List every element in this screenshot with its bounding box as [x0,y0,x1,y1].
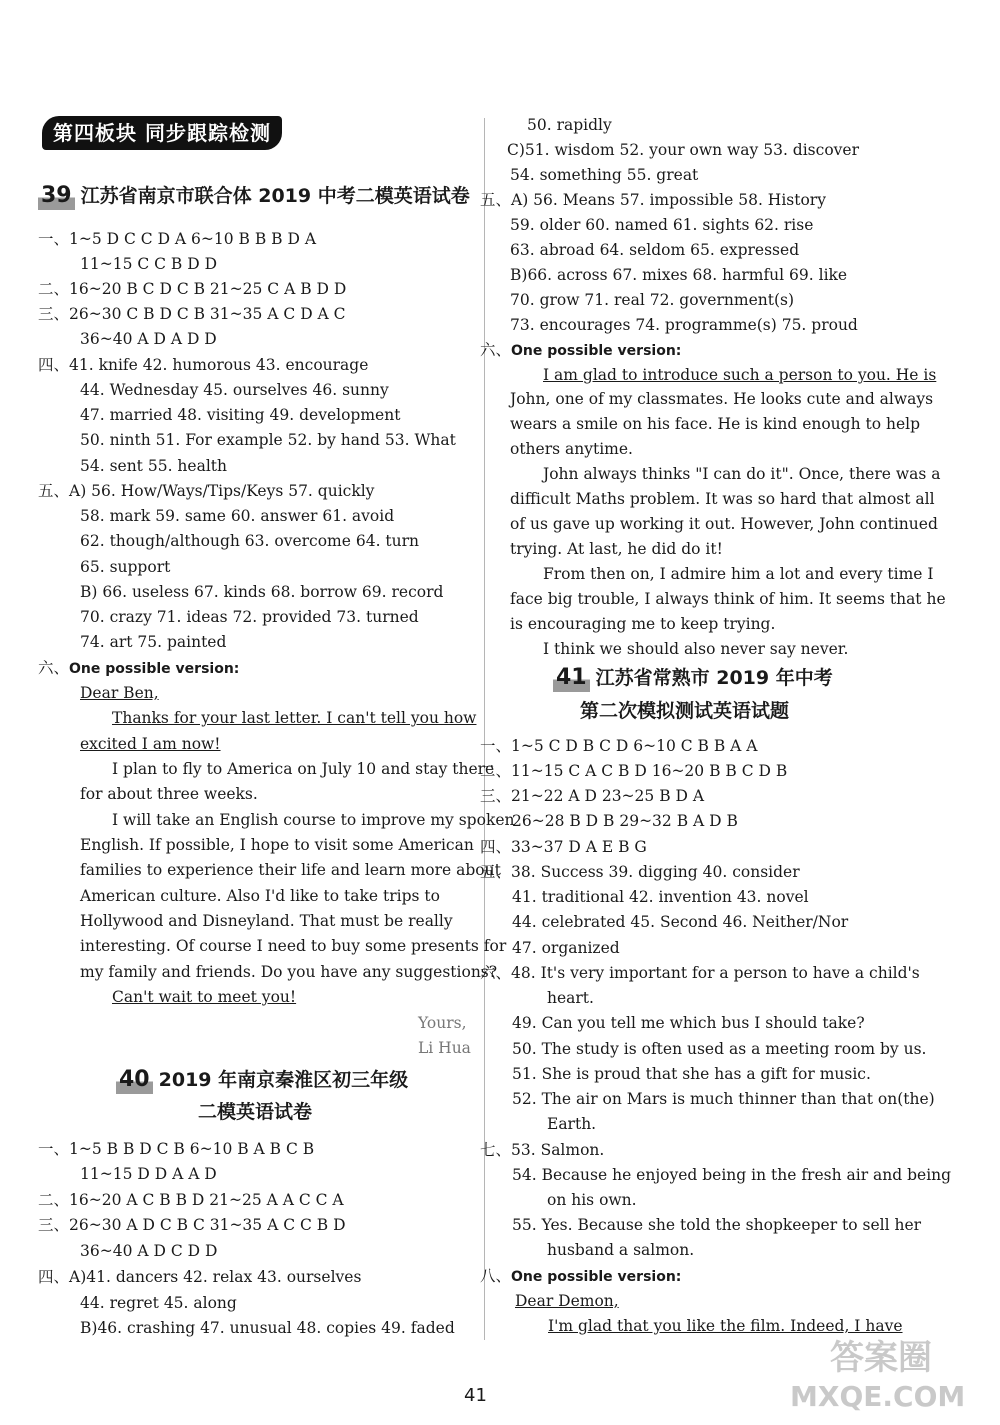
essay-line: John, one of my classmates. He looks cute and always [510,390,934,408]
answer-line: 54. Because he enjoyed being in the fresh air and being [512,1166,952,1184]
essay-line: I will take an English course to improve my spoken [112,811,515,829]
page-number: 41 [464,1385,487,1406]
answer-line: 50. rapidly [527,116,612,134]
essay-line: others anytime. [510,440,633,458]
answer-line: 36~40 A D A D D [80,330,217,348]
essay-line: I plan to fly to America on July 10 and stay there [112,760,495,778]
answer-line: C)51. wisdom 52. your own way 53. discover [507,141,859,159]
letter-greeting: Dear Ben, [80,684,159,702]
answer-line: 51. She is proud that she has a gift for music. [512,1065,871,1083]
essay-line: wears a smile on his face. He is kind enough to help [510,415,921,433]
answer-line: 七、53. Salmon. [480,1141,605,1159]
answer-line: 74. art 75. painted [80,633,227,651]
answer-line: 五、38. Success 39. digging 40. consider [480,863,800,881]
essay-label-bold: One possible version: [511,1269,682,1285]
answer-line: 52. The air on Mars is much thinner than that on(the) [512,1090,935,1108]
answer-line: 58. mark 59. same 60. answer 61. avoid [80,507,395,525]
answer-line: Earth. [547,1115,597,1133]
essay-line: for about three weeks. [80,785,258,803]
answer-line: 65. support [80,558,171,576]
section-41-subtitle: 第二次模拟测试英语试题 [580,700,790,722]
section-title: 江苏省南京市联合体 2019 中考二模英语试卷 [80,185,470,207]
essay-line: Can't wait to meet you! [112,988,297,1006]
letter-closing: Yours, [418,1014,467,1032]
section-39-heading [38,182,470,210]
essay-line: interesting. Of course I need to buy some presents for [80,937,507,955]
answer-line: 一、1~5 C D B C D 6~10 C B B A A [480,737,758,755]
answer-line: 70. grow 71. real 72. government(s) [510,291,795,309]
answer-line: 49. Can you tell me which bus I should take? [512,1014,865,1032]
answer-line: 47. organized [512,939,620,957]
essay-label: 八、One possible version: [480,1267,682,1285]
answer-line: 44. regret 45. along [80,1294,237,1312]
answer-line: 54. sent 55. health [80,457,227,475]
essay-line: John always thinks "I can do it". Once, there was a [543,465,941,483]
essay-line: face big trouble, I always think of him. It seems that he [510,590,946,608]
essay-line: I think we should also never say never. [543,640,849,658]
essay-line: trying. At last, he did do it! [510,540,723,558]
essay-line: I'm glad that you like the film. Indeed, I have [548,1317,903,1335]
answer-line: 47. married 48. visiting 49. development [80,406,401,424]
essay-line: I am glad to introduce such a person to you. He is [543,366,937,384]
answer-line: 59. older 60. named 61. sights 62. rise [510,216,814,234]
answer-line: B) 66. useless 67. kinds 68. borrow 69. record [80,583,444,601]
answer-line: 五、A) 56. How/Ways/Tips/Keys 57. quickly [38,482,375,500]
answer-line: 44. celebrated 45. Second 46. Neither/Nor [512,913,849,931]
answer-line: 三、26~30 C B D C B 31~35 A C D A C [38,305,346,323]
answer-line: 三、26~30 A D C B C 31~35 A C C B D [38,1216,346,1234]
essay-line: American culture. Also I'd like to take trips to [80,887,440,905]
answer-line: 70. crazy 71. ideas 72. provided 73. turned [80,608,419,626]
answer-line: 二、16~20 A C B B D 21~25 A A C C A [38,1191,344,1209]
essay-label-bold: One possible version: [511,343,682,359]
answer-line: 41. traditional 42. invention 43. novel [512,888,809,906]
answer-line: 63. abroad 64. seldom 65. expressed [510,241,800,259]
answer-line: 一、1~5 D C C D A 6~10 B B B D A [38,230,317,248]
essay-label: 六、One possible version: [38,659,240,677]
section-title: 2019 年南京秦淮区初三年级 [158,1069,409,1091]
section-40-subtitle: 二模英语试卷 [198,1101,313,1123]
section-title: 江苏省常熟市 2019 年中考 [595,667,833,689]
answer-line: 44. Wednesday 45. ourselves 46. sunny [80,381,389,399]
answer-line: 五、A) 56. Means 57. impossible 58. History [480,191,826,209]
section-41-heading [553,664,833,692]
answer-line: 50. ninth 51. For example 52. by hand 53. What [80,431,456,449]
answer-line: 62. though/although 63. overcome 64. turn [80,532,420,550]
watermark-bottom-text: MXQE.COM [790,1380,966,1413]
essay-line: Hollywood and Disneyland. That must be really [80,912,453,930]
answer-line: 二、16~20 B C D C B 21~25 C A B D D [38,280,347,298]
answer-line: 六、48. It's very important for a person to have a child's [480,964,920,982]
answer-line: husband a salmon. [547,1241,695,1259]
answer-line: 11~15 C C B D D [80,255,218,273]
essay-line: families to experience their life and learn more about [80,861,501,879]
essay-line: excited I am now! [80,735,221,753]
answer-line: 54. something 55. great [510,166,699,184]
answer-line: 四、41. knife 42. humorous 43. encourage [38,356,369,374]
essay-line: of us gave up working it out. However, John continued [510,515,938,533]
answer-line: 四、33~37 D A E B G [480,838,647,856]
answer-line: 55. Yes. Because she told the shopkeeper to sell her [512,1216,922,1234]
essay-line: my family and friends. Do you have any suggestions? [80,963,498,981]
letter-signature: Li Hua [418,1039,471,1057]
essay-label-bold: One possible version: [69,661,240,677]
watermark-logo [770,1330,990,1420]
essay-line: is encouraging me to keep trying. [510,615,776,633]
section-number: 41 [553,664,590,692]
answer-line: 11~15 D D A A D [80,1165,217,1183]
answer-line: 二、11~15 C A C B D 16~20 B B C D B [480,762,788,780]
essay-label: 六、One possible version: [480,341,682,359]
watermark-top-text: 答案圈 [830,1338,932,1378]
essay-line: English. If possible, I hope to visit some American [80,836,474,854]
answer-line: 73. encourages 74. programme(s) 75. proud [510,316,858,334]
answer-line: 36~40 A D C D D [80,1242,218,1260]
answer-line: B)66. across 67. mixes 68. harmful 69. like [510,266,848,284]
answer-line: 50. The study is often used as a meeting room by us. [512,1040,927,1058]
answer-line: on his own. [547,1191,637,1209]
section-number: 40 [116,1066,153,1094]
answer-line: 一、1~5 B B D C B 6~10 B A B C B [38,1140,315,1158]
answer-line: 三、21~22 A D 23~25 B D A [480,787,705,805]
section-number: 39 [38,182,75,210]
essay-line: From then on, I admire him a lot and every time I [543,565,934,583]
essay-line: Thanks for your last letter. I can't tell you how [112,709,477,727]
essay-line: difficult Maths problem. It was so hard that almost all [510,490,935,508]
section-banner: 第四板块 同步跟踪检测 [42,116,282,150]
answer-line: 四、A)41. dancers 42. relax 43. ourselves [38,1268,362,1286]
answer-line: 26~28 B D B 29~32 B A D B [512,812,738,830]
answer-line: heart. [547,989,594,1007]
section-40-heading [116,1066,408,1094]
answer-line: B)46. crashing 47. unusual 48. copies 49. faded [80,1319,455,1337]
letter-greeting: Dear Demon, [515,1292,619,1310]
